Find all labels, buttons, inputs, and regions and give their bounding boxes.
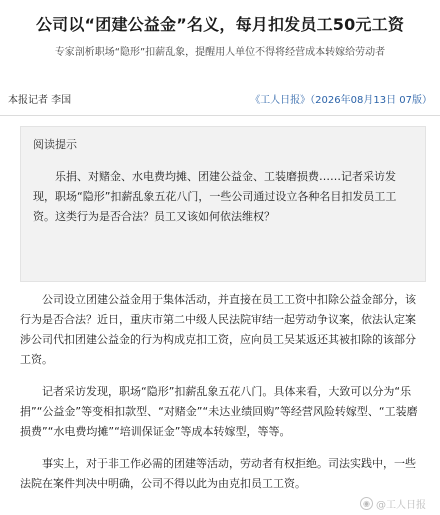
article-meta	[8, 92, 432, 110]
divider	[0, 115, 440, 116]
body-paragraph-1: 公司设立团建公益金用于集体活动，并直接在员工工资中扣除公益金部分，该行为是否合法？近日，重庆市第二中级人民法院审结一起劳动争议案，依法认定案涉公司代扣团建公益金的行为构成克扣工资，应向员工吴某返还其被扣除的该部分工资。	[20, 293, 416, 366]
watermark	[360, 496, 426, 511]
body-paragraph-3: 事实上，对于非工作必需的团建等活动，劳动者有权拒绝。司法实践中，一些法院在案件判决中明确，公司不得以此为由克扣员工工资。	[20, 457, 416, 490]
weibo-icon: ◉	[360, 497, 373, 510]
watermark-text: @工人日报	[376, 500, 426, 511]
source-link[interactable]: 《工人日报》（2026年08月13日 07版）	[250, 95, 432, 106]
reading-tips-box	[20, 126, 426, 282]
reporter-byline: 本报记者 李国	[8, 95, 72, 106]
reading-tips-heading: 阅读提示	[33, 138, 77, 151]
reading-tips-text: 乐捐、对赌金、水电费均摊、团建公益金、工装磨损费……记者采访发现，职场“隐形”扣薪乱象五花八门，一些公司通过设立各种名目扣发员工工资。这类行为是否合法？员工又该如何依法维权？	[33, 170, 397, 223]
article-body	[20, 290, 426, 506]
body-paragraph-2: 记者采访发现，职场“隐形”扣薪乱象五花八门。具体来看，大致可以分为“乐捐”“公益金”等变相扣款型、“对赌金”“未达业绩回购”等经营风险转嫁型、“工装磨损费”“水电费均摊”“培训保证金”等成本转嫁型，等等。	[20, 385, 418, 438]
article-title: 公司以“团建公益金”名义，每月扣发员工50元工资	[35, 15, 405, 34]
article-subtitle: 专家剖析职场“隐形”扣薪乱象，提醒用人单位不得将经营成本转嫁给劳动者	[54, 47, 386, 58]
